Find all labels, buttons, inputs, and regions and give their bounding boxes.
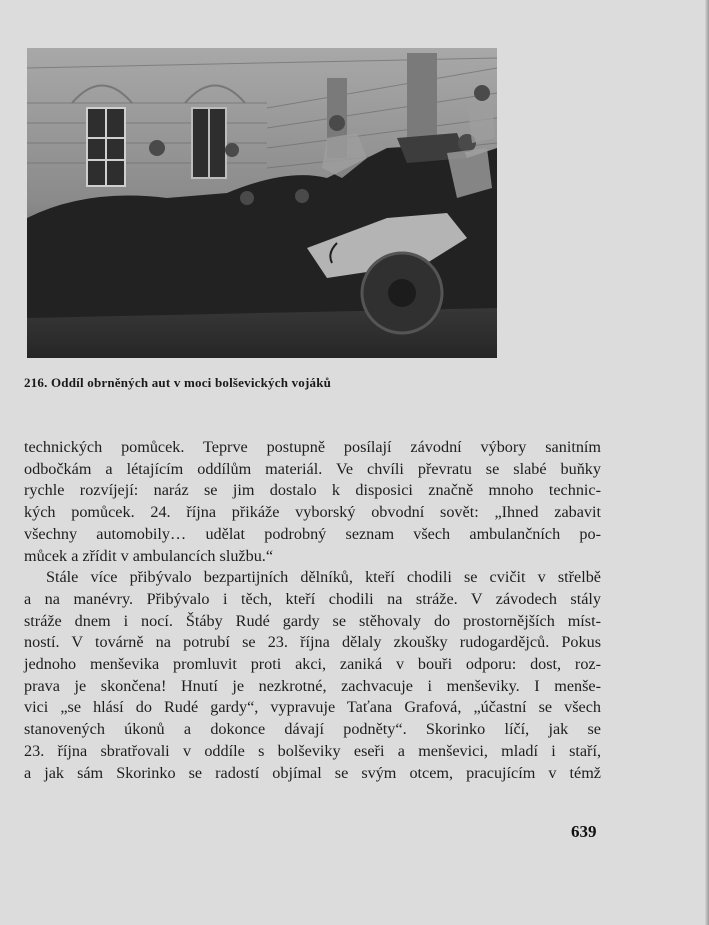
paragraph-start: Stále více přibývalo bezpartijních dělníků, kteří chodili se cvičit v střelbě xyxy=(46,568,601,587)
text-line: 23. října sbratřovali v oddíle s bolševiky eseři a menševici, mladí i staří, xyxy=(24,741,601,760)
page-edge xyxy=(705,0,709,925)
figure-caption: 216. Oddíl obrněných aut v moci bolševických vojáků xyxy=(24,375,332,390)
text-line: prava je skončena! Hnutí je nezkrotné, zachvacuje i menševiky. I menše- xyxy=(24,676,601,695)
figure-photo xyxy=(27,48,497,358)
text-line: a jak sám Skorinko se radostí objímal se svým otcem, pracujícím v témž xyxy=(24,763,601,782)
text-line: a na manévry. Přibývalo i těch, kteří chodili na stráže. V závodech stály xyxy=(24,589,601,608)
text-line: můcek a zřídit v ambulancích službu.“ xyxy=(24,546,274,565)
text-line: rychle rozvíjejí: naráz se jim dostalo k disposici značně mnoho technic- xyxy=(24,481,601,500)
armoured-cars-photo xyxy=(27,48,497,358)
pilaster xyxy=(407,53,437,143)
text-line: vici „se hlásí do Rudé gardy“, vypravuje Taťana Grafová, „účastní se všech xyxy=(24,698,601,717)
text-line: jednoho menševika promluvit proti akci, zaniká v bouři odporu: dost, roz- xyxy=(24,655,601,674)
text-line: všechny automobily… udělat podrobný seznam všech ambulančních po- xyxy=(24,524,601,543)
text-line: ností. V továrně na potrubí se 23. října dělaly zkoušky rudogardějců. Pokus xyxy=(24,633,601,652)
page-number: 639 xyxy=(571,822,597,841)
text-line: technických pomůcek. Teprve postupně posílají závodní výbory sanitním xyxy=(24,438,601,456)
text-line: kých pomůcek. 24. října přikáže vyborský obvodní sovět: „Ihned zabavit xyxy=(24,503,601,522)
text-line: odbočkám a létajícím oddílům materiál. Ve chvíli převratu se slabé buňky xyxy=(24,459,601,478)
text-line: stráže dnem i nocí. Štáby Rudé gardy se stěhovaly do prostornějších míst- xyxy=(24,611,601,630)
body-text xyxy=(24,437,601,784)
text-line: stanovených úkonů a dokonce dávají podněty“. Skorinko líčí, jak se xyxy=(24,720,601,739)
